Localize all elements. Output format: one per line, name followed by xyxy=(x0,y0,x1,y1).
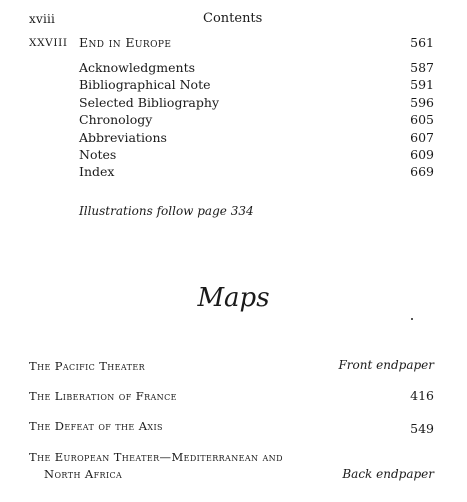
toc-entry-selected-bibliography xyxy=(79,94,434,111)
map-entry-title: The Defeat of the Axis xyxy=(29,419,163,433)
toc-entry-label: Selected Bibliography xyxy=(79,94,220,110)
chapter-page-number: 561 xyxy=(410,35,434,50)
toc-entry-acknowledgments xyxy=(79,59,434,76)
toc-entry-notes xyxy=(79,146,434,163)
map-entry-page: 549 xyxy=(410,421,434,436)
maps-heading: Maps xyxy=(197,283,270,313)
toc-entry-label: Notes xyxy=(79,146,117,162)
map-entry-title-continued: North Africa xyxy=(44,467,123,481)
toc-entry-label: Acknowledgments xyxy=(79,60,196,75)
toc-entry-index xyxy=(79,163,434,180)
chapter-title: End in Europe xyxy=(79,35,172,50)
toc-entry-label: Abbreviations xyxy=(79,129,167,145)
toc-entry-page: 605 xyxy=(410,112,434,128)
running-head: Contents xyxy=(203,11,263,26)
toc-entry-page: 596 xyxy=(410,94,434,110)
toc-entry-label: Bibliographical Note xyxy=(79,77,211,93)
map-entry-title: The European Theater—Mediterranean and xyxy=(29,450,283,464)
toc-entry-bibliographical-note xyxy=(79,76,434,93)
map-entry-page: Back endpaper xyxy=(342,467,434,481)
print-speck xyxy=(411,318,413,320)
map-entry-page: Front endpaper xyxy=(338,358,434,372)
toc-entry-label: Index xyxy=(79,164,115,180)
toc-entry-page: 669 xyxy=(410,164,434,180)
back-matter-list xyxy=(79,59,434,181)
map-entry-title: The Pacific Theater xyxy=(29,359,146,373)
page-folio: xviii xyxy=(29,12,56,26)
map-entry-page: 416 xyxy=(410,388,434,403)
map-entry-title: The Liberation of France xyxy=(29,389,177,403)
toc-entry-abbreviations xyxy=(79,129,434,146)
toc-entry-page: 609 xyxy=(410,146,434,162)
toc-entry-chronology xyxy=(79,111,434,128)
illustrations-note: Illustrations follow page 334 xyxy=(79,204,254,218)
toc-entry-page: 607 xyxy=(410,129,434,145)
toc-entry-page: 587 xyxy=(410,60,434,75)
toc-entry-label: Chronology xyxy=(79,112,153,128)
chapter-number: XXVIII xyxy=(29,37,68,49)
toc-entry-page: 591 xyxy=(410,77,434,93)
